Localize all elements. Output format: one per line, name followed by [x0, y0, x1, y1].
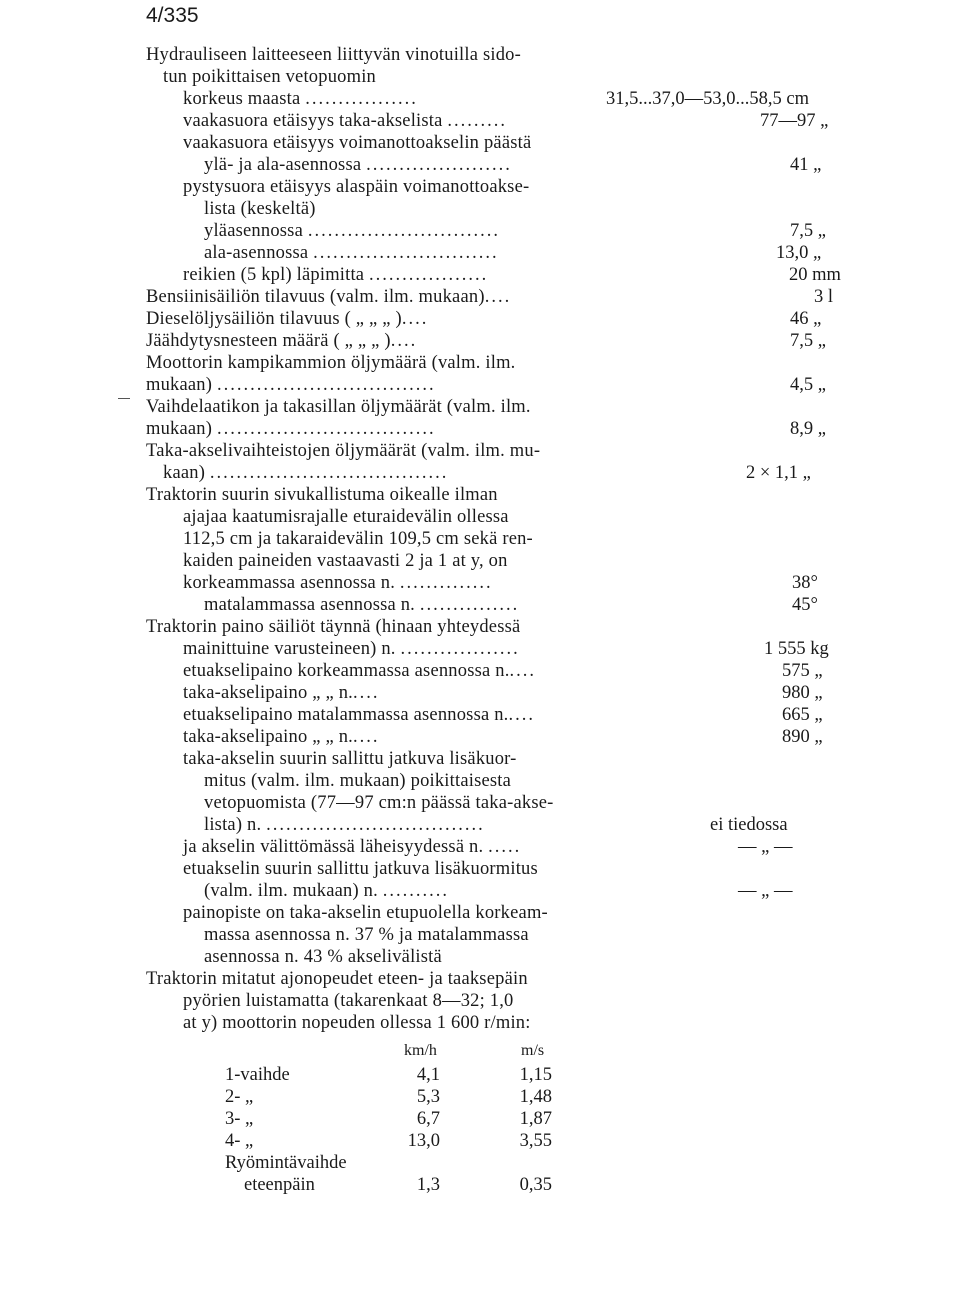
korkeammassa-value: 38°: [792, 573, 818, 593]
etu-matala-label: etuakselipaino matalammassa asennossa n.....: [183, 705, 535, 725]
vaakasuora-voima-label: vaakasuora etäisyys voimanottoakselin päästä: [183, 133, 532, 153]
speeds-intro-line2: pyörien luistamatta (takarenkaat 8—32; 1,0: [183, 991, 514, 1011]
painopiste-line1: painopiste on taka-akselin etupuolella korkeam-: [183, 903, 548, 923]
vaihde-value: 8,9 „: [790, 419, 826, 439]
speed-ms-value: 0,35: [519, 1175, 552, 1195]
taka-matala-value: 890 „: [782, 727, 823, 747]
moottori-label2: mukaan) .................................: [146, 375, 436, 395]
stability-line3: 112,5 cm ja takaraidevälin 109,5 cm sekä ren-: [183, 529, 533, 549]
taka-label2: kaan) ....................................: [163, 463, 449, 483]
moottori-label1: Moottorin kampikammion öljymäärä (valm. ilm.: [146, 353, 516, 373]
reikien-label: reikien (5 kpl) läpimitta ..................: [183, 265, 489, 285]
jaahdytys-value: 7,5 „: [790, 331, 826, 351]
matalammassa-label: matalammassa asennossa n. ...............: [204, 595, 520, 615]
taka-value: 2 × 1,1 „: [746, 463, 811, 483]
speed-ms-value: 3,55: [519, 1131, 552, 1151]
yla-ala-label: ylä- ja ala-asennossa ......................: [204, 155, 512, 175]
col-header-kmh: km/h: [404, 1042, 437, 1059]
speed-kmh-value: 13,0: [407, 1131, 440, 1151]
col-header-ms: m/s: [521, 1042, 545, 1059]
page-number: 4/335: [146, 4, 199, 27]
hitch-heading-line1: Hydrauliseen laitteeseen liittyvän vinotuilla sido-: [146, 45, 521, 65]
stability-line4: kaiden paineiden vastaavasti 2 ja 1 at y, on: [183, 551, 508, 571]
vaihde-label1: Vaihdelaatikon ja takasillan öljymäärät (valm. ilm.: [146, 397, 531, 417]
ala-asennossa-label: ala-asennossa ............................: [204, 243, 499, 263]
hitch-heading-line2: tun poikittaisen vetopuomin: [163, 67, 376, 87]
yla-ala-value: 41 „: [790, 155, 822, 175]
ala-asennossa-value: 13,0 „: [776, 243, 822, 263]
pystysuora-label2: lista (keskeltä): [204, 199, 316, 219]
lisakuorma-line1: taka-akselin suurin sallittu jatkuva lisäkuor-: [183, 749, 517, 769]
mainittuine-label: mainittuine varusteineen) n. ..................: [183, 639, 520, 659]
speed-kmh-value: 4,1: [416, 1065, 440, 1085]
diesel-label: Dieselöljysäiliön tilavuus ( „ „ „ )....: [146, 309, 429, 329]
lisakuorma-line4: lista) n. .................................: [204, 815, 485, 835]
speeds-intro-line3: at y) moottorin nopeuden ollessa 1 600 r/min:: [183, 1013, 531, 1033]
diesel-value: 46 „: [790, 309, 822, 329]
vaihde-label2: mukaan) .................................: [146, 419, 436, 439]
reikien-value: 20 mm: [789, 265, 841, 285]
speed-gear-label: 1-vaihde: [225, 1065, 290, 1085]
speed-kmh-value: 6,7: [416, 1109, 440, 1129]
speed-gear-label: Ryömintävaihde: [225, 1153, 347, 1173]
jaahdytys-label: Jäähdytysnesteen määrä ( „ „ „ )....: [146, 331, 418, 351]
taka-korkea-label: taka-akselipaino „ „ n.....: [183, 683, 380, 703]
painopiste-line2: massa asennossa n. 37 % ja matalammassa: [204, 925, 529, 945]
vaakasuora-taka-value: 77—97 „: [760, 111, 829, 131]
speed-kmh-value: 1,3: [416, 1175, 440, 1195]
ylaasennossa-label: yläasennossa .............................: [204, 221, 500, 241]
ylaasennossa-value: 7,5 „: [790, 221, 826, 241]
speed-gear-label: 2- „: [225, 1087, 254, 1107]
etu-korkea-value: 575 „: [782, 661, 823, 681]
bensiini-value: 3 l: [814, 287, 834, 307]
etu-lisa-line1: etuakselin suurin sallittu jatkuva lisäkuormitus: [183, 859, 538, 879]
lisakuorma-value: ei tiedossa: [710, 815, 788, 835]
matalammassa-value: 45°: [792, 595, 818, 615]
taka-korkea-value: 980 „: [782, 683, 823, 703]
etu-korkea-label: etuakselipaino korkeammassa asennossa n.....: [183, 661, 537, 681]
mainittuine-value: 1 555 kg: [764, 639, 829, 659]
korkeammassa-label: korkeammassa asennossa n. ..............: [183, 573, 493, 593]
speed-gear-label: 4- „: [225, 1131, 254, 1151]
painopiste-line3: asennossa n. 43 % akselivälistä: [204, 947, 442, 967]
etu-lisa-value: — „ —: [738, 881, 793, 901]
weights-line1: Traktorin paino säiliöt täynnä (hinaan yhteydessä: [146, 617, 521, 637]
speed-kmh-value: 5,3: [416, 1087, 440, 1107]
speed-ms-value: 1,87: [519, 1109, 552, 1129]
margin-mark: [118, 398, 130, 399]
valitto-value: — „ —: [738, 837, 793, 857]
speed-ms-value: 1,15: [519, 1065, 552, 1085]
speed-gear-label: 3- „: [225, 1109, 254, 1129]
etu-matala-value: 665 „: [782, 705, 823, 725]
speed-ms-value: 1,48: [519, 1087, 552, 1107]
lisakuorma-line2: mitus (valm. ilm. mukaan) poikittaisesta: [204, 771, 512, 791]
speeds-intro-line1: Traktorin mitatut ajonopeudet eteen- ja taaksepäin: [146, 969, 528, 989]
speed-gear-label: eteenpäin: [244, 1175, 315, 1195]
taka-matala-label: taka-akselipaino „ „ n.....: [183, 727, 380, 747]
etu-lisa-line2: (valm. ilm. mukaan) n. ..........: [204, 881, 450, 901]
bensiini-label: Bensiinisäiliön tilavuus (valm. ilm. mukaan)....: [146, 287, 512, 307]
moottori-value: 4,5 „: [790, 375, 826, 395]
korkeus-label: korkeus maasta .................: [183, 89, 418, 109]
stability-line2: ajajaa kaatumisrajalle eturaidevälin ollessa: [183, 507, 509, 527]
korkeus-value: 31,5...37,0—53,0...58,5 cm: [606, 89, 809, 109]
stability-line1: Traktorin suurin sivukallistuma oikealle ilman: [146, 485, 498, 505]
lisakuorma-line3: vetopuomista (77—97 cm:n päässä taka-akse-: [204, 793, 554, 813]
pystysuora-label1: pystysuora etäisyys alaspäin voimanottoakse-: [183, 177, 530, 197]
valitto-label: ja akselin välittömässä läheisyydessä n. .....: [183, 837, 522, 857]
taka-label1: Taka-akselivaihteistojen öljymäärät (valm. ilm. mu-: [146, 441, 541, 461]
vaakasuora-taka-label: vaakasuora etäisyys taka-akselista .........: [183, 111, 507, 131]
